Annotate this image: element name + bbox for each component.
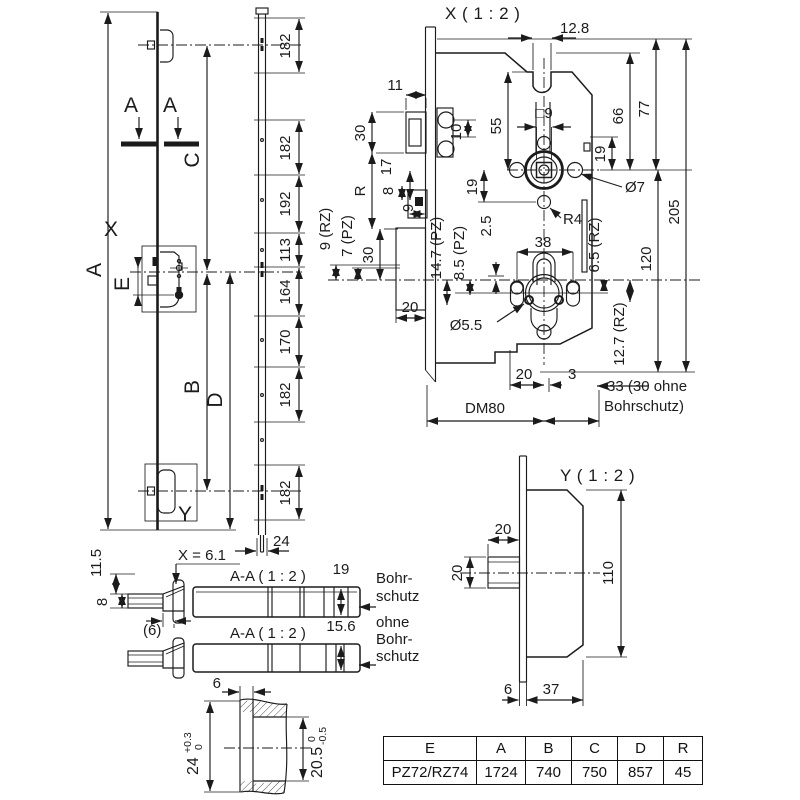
spec-table-header-row bbox=[384, 737, 703, 761]
dim-20-5-tolerance bbox=[306, 727, 329, 778]
dim-A-label: A bbox=[83, 262, 106, 278]
overview-lock-view bbox=[83, 12, 302, 530]
dim-33-note-line1: 33 (30 ohne bbox=[607, 378, 688, 395]
header-B: B bbox=[526, 737, 572, 761]
bohrschutz-note-line1: Bohr- bbox=[376, 570, 413, 587]
dim-19-right: 19 bbox=[592, 145, 609, 163]
header-C: C bbox=[572, 737, 618, 761]
dim-square9: □9 bbox=[535, 105, 553, 122]
value-D: 857 bbox=[618, 761, 664, 785]
dim-19-bohrschutz: 19 bbox=[332, 561, 350, 578]
value-R: 45 bbox=[664, 761, 703, 785]
dim-77: 77 bbox=[636, 100, 653, 118]
dim-diam-7: Ø7 bbox=[625, 179, 646, 196]
rail-dim: 170 bbox=[277, 329, 294, 355]
dim-diam-5-5: Ø5.5 bbox=[449, 317, 483, 334]
rail-dim: 164 bbox=[277, 279, 294, 305]
dim-R4: R4 bbox=[563, 211, 583, 228]
rail-dim: 182 bbox=[277, 33, 294, 59]
ohne-note-line3: schutz bbox=[376, 648, 420, 665]
detail-Y-label: Y bbox=[177, 503, 193, 526]
dim-2-5: 2.5 bbox=[478, 215, 495, 237]
dim-dm80: DM80 bbox=[464, 400, 506, 417]
dim-B-label: B bbox=[181, 379, 204, 395]
svg-text:+0.3: +0.3 bbox=[182, 732, 194, 753]
rail-dim: 192 bbox=[277, 191, 294, 217]
section2-internal-lines bbox=[268, 644, 344, 672]
dim-55: 55 bbox=[488, 117, 505, 135]
value-C: 750 bbox=[572, 761, 618, 785]
dim-15-6: 15.6 bbox=[326, 618, 356, 635]
svg-text:24: 24 bbox=[185, 757, 202, 775]
svg-text:0: 0 bbox=[193, 744, 205, 750]
dim-8-section: 8 bbox=[94, 597, 111, 607]
dim-20-horizontal: 20 bbox=[494, 521, 512, 538]
x-eq-label: X = 6.1 bbox=[178, 547, 226, 564]
dim-19-left: 19 bbox=[464, 178, 481, 196]
header-E: E bbox=[384, 737, 477, 761]
rail-dim: 182 bbox=[277, 382, 294, 408]
dim-10: 10 bbox=[448, 123, 465, 141]
y-detail-view bbox=[449, 456, 635, 706]
spec-table-value-row bbox=[384, 761, 703, 785]
dim-17: 17 bbox=[378, 158, 395, 176]
dim-8: 8 bbox=[380, 186, 397, 196]
bohrschutz-note-line2: schutz bbox=[376, 588, 420, 605]
dim-6-plate: 6 bbox=[503, 681, 513, 698]
svg-text:-0.5: -0.5 bbox=[317, 726, 329, 745]
dim-20-bottom: 20 bbox=[515, 366, 533, 383]
dim-9-rz: 9 (RZ) bbox=[317, 207, 334, 251]
dim-37: 37 bbox=[542, 681, 560, 698]
section-letter-A2: A bbox=[162, 94, 178, 117]
header-D: D bbox=[618, 737, 664, 761]
dim-D-label: D bbox=[204, 392, 227, 408]
dim-20-left: 20 bbox=[401, 299, 419, 316]
dim-66: 66 bbox=[610, 107, 627, 125]
dim-20-vertical: 20 bbox=[449, 564, 466, 582]
rail-edge-view bbox=[235, 8, 305, 556]
dim-12-7-rz: 12.7 (RZ) bbox=[611, 302, 628, 366]
section-aa1-title: A-A ( 1 : 2 ) bbox=[230, 568, 306, 585]
x-detail-view bbox=[317, 4, 700, 427]
section-aa2-title: A-A ( 1 : 2 ) bbox=[230, 625, 306, 642]
section1-internal-lines bbox=[268, 587, 348, 617]
header-R: R bbox=[664, 737, 703, 761]
value-B: 740 bbox=[526, 761, 572, 785]
dim-6-5-rz: 6.5 (RZ) bbox=[586, 217, 603, 273]
dim-11-5: 11.5 bbox=[88, 548, 105, 578]
dim-12-8: 12.8 bbox=[560, 20, 590, 37]
header-A: A bbox=[477, 737, 526, 761]
dim-38: 38 bbox=[534, 234, 552, 251]
dim-205: 205 bbox=[666, 199, 683, 225]
spec-table bbox=[383, 736, 703, 785]
dim-9-faceplate: 9 bbox=[400, 203, 417, 213]
dim-7-pz: 7 (PZ) bbox=[339, 215, 356, 257]
dim-6-paren: (6) bbox=[143, 622, 162, 639]
dim-11: 11 bbox=[387, 77, 403, 94]
dim-110: 110 bbox=[600, 561, 617, 585]
section-letter-A1: A bbox=[123, 94, 139, 117]
x-detail-title: X ( 1 : 2 ) bbox=[445, 4, 521, 23]
dim-33-note-line2: Bohrschutz) bbox=[604, 398, 685, 415]
dim-3: 3 bbox=[568, 366, 577, 383]
y-detail-title: Y ( 1 : 2 ) bbox=[560, 466, 636, 485]
dim-30-top: 30 bbox=[352, 124, 369, 142]
rail-holes bbox=[261, 38, 264, 500]
dim-6-rail: 6 bbox=[212, 675, 221, 692]
section-aa-without-bohrschutz bbox=[128, 614, 419, 678]
dim-C-label: C bbox=[181, 152, 204, 168]
rail-dim: 113 bbox=[277, 238, 294, 262]
ohne-note-line1: ohne bbox=[376, 614, 410, 631]
detail-X-label: X bbox=[103, 218, 119, 241]
dim-24-tolerance bbox=[182, 732, 205, 775]
dim-14-7-pz: 14.7 (PZ) bbox=[428, 216, 445, 280]
dim-R: R bbox=[352, 185, 369, 197]
rail-dim: 182 bbox=[277, 480, 294, 506]
svg-text:20.5: 20.5 bbox=[309, 746, 326, 778]
rail-dim: 182 bbox=[277, 135, 294, 161]
dim-120: 120 bbox=[638, 246, 655, 272]
dim-8-5-pz: 8.5 (PZ) bbox=[451, 225, 468, 281]
ohne-note-line2: Bohr- bbox=[376, 631, 413, 648]
rail-chain-dims bbox=[277, 19, 299, 519]
value-A: 1724 bbox=[477, 761, 526, 785]
rail-tick-lines bbox=[254, 18, 305, 520]
dim-30-bottom: 30 bbox=[360, 246, 377, 264]
svg-text:0: 0 bbox=[306, 736, 318, 742]
groove-detail-view bbox=[182, 675, 329, 794]
rail-width-dim: 24 bbox=[273, 533, 290, 550]
value-E: PZ72/RZ74 bbox=[384, 761, 477, 785]
dim-E-label: E bbox=[111, 276, 134, 292]
